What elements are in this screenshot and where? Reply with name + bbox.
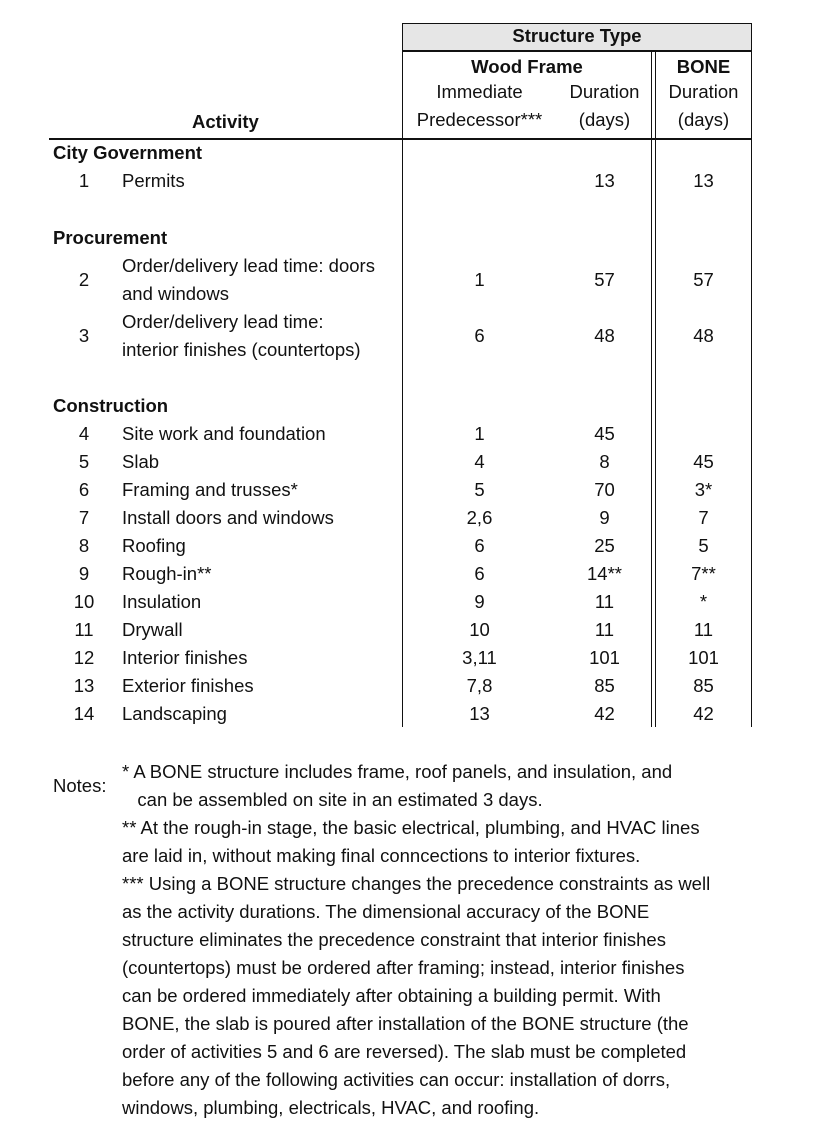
row-13-number: 13 (73, 675, 95, 696)
row-2-predecessor: 1 (474, 269, 485, 290)
section-construction: Construction (53, 395, 169, 416)
row-8-wood-duration: 25 (594, 535, 615, 556)
row-9-predecessor: 6 (474, 563, 485, 584)
note-line: *** Using a BONE structure changes the precedence constraints as well (122, 873, 711, 894)
row-13-bone-duration: 85 (693, 675, 714, 696)
activity-rule (49, 138, 752, 140)
row-14-predecessor: 13 (469, 703, 490, 724)
row-2-wood-duration: 57 (594, 269, 615, 290)
note-line: (countertops) must be ordered after framing; instead, interior finishes (122, 957, 685, 978)
notes-body (122, 758, 762, 1122)
row-5-activity: Slab (122, 451, 160, 472)
row-1-bone-duration: 13 (693, 170, 714, 191)
row-5-wood-duration: 8 (599, 451, 610, 472)
section-city-government: City Government (53, 142, 203, 163)
row-10-bone-duration: * (699, 591, 708, 612)
row-11-wood-duration: 11 (594, 619, 615, 640)
row-7-wood-duration: 9 (599, 507, 610, 528)
row-5-bone-duration: 45 (693, 451, 714, 472)
row-10-activity: Insulation (122, 591, 202, 612)
note-line: order of activities 5 and 6 are reversed). The slab must be completed (122, 1041, 687, 1062)
note-line: before any of the following activities can occur: installation of dorrs, (122, 1069, 671, 1090)
note-line: ** At the rough-in stage, the basic electrical, plumbing, and HVAC lines (122, 817, 700, 838)
row-11-predecessor: 10 (469, 619, 490, 640)
row-10-number: 10 (73, 591, 95, 612)
row-4-number: 4 (78, 423, 90, 444)
notes-label: Notes: (53, 775, 107, 796)
row-9-wood-duration: 14** (587, 563, 622, 584)
row-12-bone-duration: 101 (688, 647, 719, 668)
row-6-number: 6 (78, 479, 90, 500)
row-2-activity-line2: and windows (122, 283, 229, 304)
note-line: are laid in, without making final conncections to interior fixtures. (122, 845, 641, 866)
row-6-activity: Framing and trusses* (122, 479, 298, 500)
row-4-wood-duration: 45 (594, 423, 615, 444)
row-11-bone-duration: 11 (693, 619, 714, 640)
activity-header: Activity (192, 111, 259, 132)
row-8-activity: Roofing (122, 535, 186, 556)
row-3-bone-duration: 48 (693, 325, 714, 346)
row-6-bone-duration: 3* (694, 479, 713, 500)
row-6-predecessor: 5 (474, 479, 485, 500)
row-13-predecessor: 7,8 (466, 675, 493, 696)
row-9-activity: Rough-in** (122, 563, 212, 584)
row-2-number: 2 (78, 269, 90, 290)
row-1-number: 1 (78, 170, 90, 191)
row-8-predecessor: 6 (474, 535, 485, 556)
header-rule (402, 50, 752, 52)
note-line: can be ordered immediately after obtaining a building permit. With (122, 985, 661, 1006)
wood-duration-header: Duration (569, 81, 640, 102)
row-4-activity: Site work and foundation (122, 423, 326, 444)
row-5-number: 5 (78, 451, 90, 472)
header-top-line (402, 23, 752, 24)
row-11-activity: Drywall (122, 619, 183, 640)
row-7-number: 7 (78, 507, 90, 528)
row-8-bone-duration: 5 (698, 535, 709, 556)
right-column-border (751, 23, 752, 727)
note-line: windows, plumbing, electricals, HVAC, and roofing. (122, 1097, 540, 1118)
row-14-wood-duration: 42 (594, 703, 615, 724)
row-13-activity: Exterior finishes (122, 675, 254, 696)
row-1-wood-duration: 13 (594, 170, 615, 191)
row-3-activity-line2: interior finishes (countertops) (122, 339, 361, 360)
row-14-bone-duration: 42 (693, 703, 714, 724)
row-7-activity: Install doors and windows (122, 507, 334, 528)
row-11-number: 11 (74, 619, 94, 640)
note-line: as the activity durations. The dimensional accuracy of the BONE (122, 901, 650, 922)
row-2-activity-line1: Order/delivery lead time: doors (122, 255, 375, 276)
note-line: BONE, the slab is poured after installation of the BONE structure (the (122, 1013, 689, 1034)
row-3-wood-duration: 48 (594, 325, 615, 346)
row-5-predecessor: 4 (474, 451, 485, 472)
row-9-bone-duration: 7** (691, 563, 716, 584)
structure-type-title: Structure Type (512, 25, 642, 46)
row-14-number: 14 (73, 703, 95, 724)
row-13-wood-duration: 85 (594, 675, 615, 696)
row-12-number: 12 (73, 647, 95, 668)
row-6-wood-duration: 70 (594, 479, 615, 500)
bone-days-header: (days) (677, 109, 730, 130)
row-3-predecessor: 6 (474, 325, 485, 346)
wood-days-header: (days) (578, 109, 631, 130)
row-14-activity: Landscaping (122, 703, 227, 724)
note-line: structure eliminates the precedence constraint that interior finishes (122, 929, 666, 950)
row-1-activity: Permits (122, 170, 185, 191)
row-2-bone-duration: 57 (693, 269, 714, 290)
row-12-wood-duration: 101 (589, 647, 620, 668)
bone-duration-header: Duration (668, 81, 739, 102)
immediate-header: Immediate (436, 81, 523, 102)
row-7-predecessor: 2,6 (466, 507, 493, 528)
row-10-predecessor: 9 (474, 591, 485, 612)
wood-frame-title: Wood Frame (471, 56, 583, 77)
row-3-activity-line1: Order/delivery lead time: (122, 311, 324, 332)
note-line: * A BONE structure includes frame, roof panels, and insulation, and (122, 761, 673, 782)
predecessor-header: Predecessor*** (416, 109, 543, 130)
row-12-predecessor: 3,11 (462, 647, 497, 668)
row-8-number: 8 (78, 535, 90, 556)
note-line: can be assembled on site in an estimated 3 days. (122, 789, 543, 810)
row-7-bone-duration: 7 (698, 507, 709, 528)
row-4-predecessor: 1 (474, 423, 485, 444)
row-9-number: 9 (78, 563, 90, 584)
row-12-activity: Interior finishes (122, 647, 248, 668)
row-10-wood-duration: 11 (594, 591, 615, 612)
row-3-number: 3 (78, 325, 90, 346)
section-procurement: Procurement (53, 227, 168, 248)
bone-title: BONE (676, 56, 731, 77)
